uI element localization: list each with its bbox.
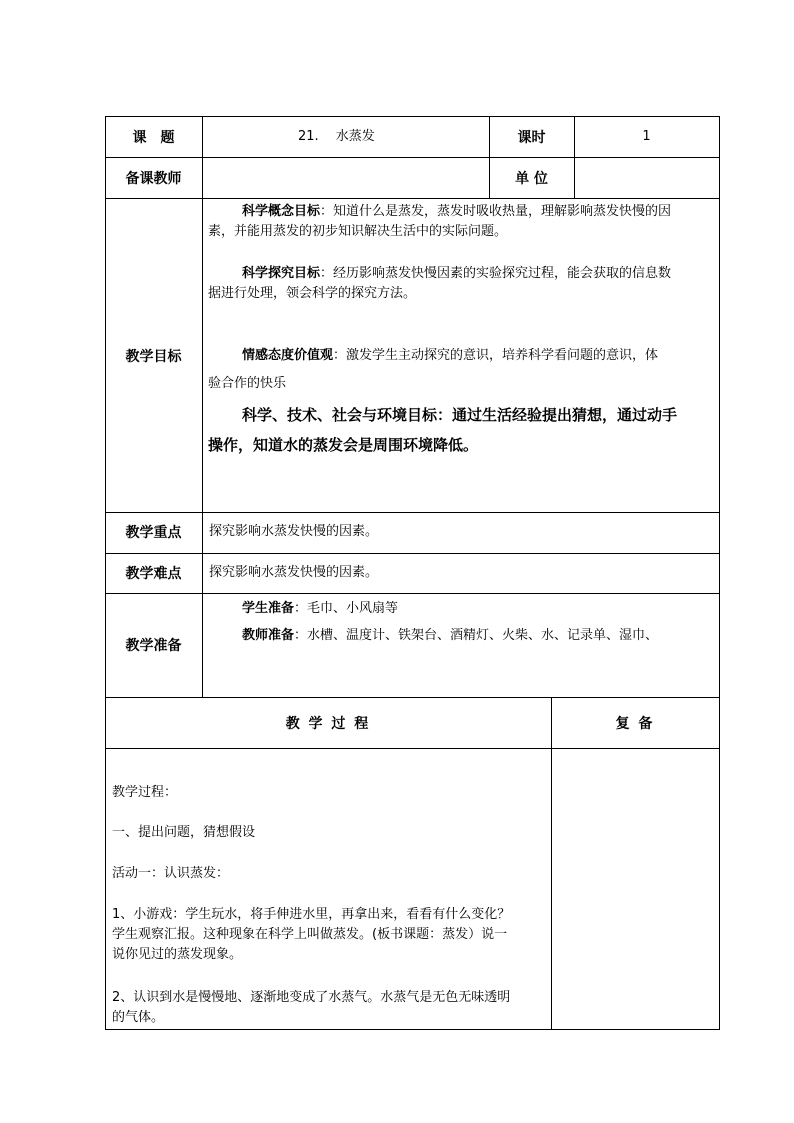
period-value: 1 <box>642 129 651 144</box>
attitude-objective: 情感态度价值观：激发学生主动探究的意识，培养科学看问题的意识，体 验合作的快乐 <box>208 342 716 398</box>
review-column-divider <box>551 697 552 1030</box>
inquiry-objective-title: 科学探究目标 <box>242 266 321 281</box>
row-divider <box>105 748 720 749</box>
table-border-top <box>105 116 720 117</box>
attitude-objective-text-cont: 验合作的快乐 <box>208 376 287 391</box>
label-column-divider <box>202 116 203 698</box>
row-divider <box>105 512 720 513</box>
teacher-label: 备课教师 <box>125 171 182 187</box>
attitude-objective-text: 激发学生主动探究的意识，培养科学看问题的意识，体 <box>346 348 659 363</box>
teacher-preparation-text: 水槽、温度计、铁架台、酒精灯、火柴、水、记录单、湿巾、 <box>307 628 659 643</box>
row-divider <box>105 157 720 158</box>
lesson-title: 21. 水蒸发 <box>298 129 375 144</box>
review-header: 复 备 <box>615 716 655 732</box>
student-preparation-title: 学生准备 <box>242 601 295 616</box>
concept-objective-text: 知道什么是蒸发，蒸发时吸收热量，理解影响蒸发快慢的因 <box>333 204 672 219</box>
activity-paragraph-1-line-2: 学生观察汇报。这种现象在科学上叫做蒸发。(板书课题：蒸发）说一 <box>112 927 508 942</box>
inquiry-objective-text-cont: 据进行处理，领会科学的探究方法。 <box>208 286 417 301</box>
concept-objective-text-cont: 素，并能用蒸发的初步知识解决生活中的实际问题。 <box>208 224 508 239</box>
period-label: 课时 <box>517 130 546 146</box>
preparation-label: 教学准备 <box>125 638 182 654</box>
student-preparation-text: 毛巾、小风扇等 <box>307 601 399 616</box>
inquiry-objective-text: 经历影响蒸发快慢因素的实验探究过程，能会获取的信息数 <box>333 266 672 281</box>
inquiry-objective: 科学探究目标：经历影响蒸发快慢因素的实验探究过程，能会获取的信息数 据进行处理，领会科学的探究方法。 <box>208 264 716 304</box>
row-divider <box>105 593 720 594</box>
table-border-right <box>719 116 720 1030</box>
activity-heading: 活动一：认识蒸发： <box>112 866 230 881</box>
student-preparation: 学生准备：毛巾、小风扇等 <box>242 601 399 616</box>
key-point-value: 探究影响水蒸发快慢的因素。 <box>209 524 379 539</box>
concept-objective: 科学概念目标：知道什么是蒸发，蒸发时吸收热量，理解影响蒸发快慢的因 素，并能用蒸发的初步知识解决生活中的实际问题。 <box>208 202 716 242</box>
attitude-objective-title: 情感态度价值观 <box>242 348 334 363</box>
process-intro: 教学过程： <box>112 785 178 800</box>
sts-objective <box>208 400 716 460</box>
activity-paragraph-1 <box>112 905 548 965</box>
activity-paragraph-1-line-1: 1、小游戏：学生玩水，将手伸进水里，再拿出来，看看有什么变化？ <box>112 907 511 922</box>
topic-label: 课 题 <box>132 130 175 146</box>
row-divider <box>105 198 720 199</box>
row-divider <box>105 553 720 554</box>
activity-paragraph-2 <box>112 988 548 1028</box>
difficulty-value: 探究影响水蒸发快慢的因素。 <box>209 565 379 580</box>
process-header: 教 学 过 程 <box>285 716 371 732</box>
teacher-preparation-title: 教师准备 <box>242 628 295 643</box>
unit-label: 单 位 <box>515 171 548 187</box>
row-divider <box>105 697 720 698</box>
activity-paragraph-1-line-3: 说你见过的蒸发现象。 <box>112 947 243 962</box>
sts-objective-line-1: 科学、技术、社会与环境目标：通过生活经验提出猜想，通过动手 <box>242 406 678 424</box>
teacher-preparation: 教师准备：水槽、温度计、铁架台、酒精灯、火柴、水、记录单、湿巾、 <box>242 628 659 643</box>
key-point-label: 教学重点 <box>125 525 182 541</box>
process-step-heading: 一、提出问题，猜想假设 <box>112 825 256 840</box>
difficulty-label: 教学难点 <box>125 566 182 582</box>
table-border-bottom <box>105 1029 720 1030</box>
objectives-label: 教学目标 <box>125 349 182 365</box>
sts-objective-line-2: 操作，知道水的蒸发会是周围环境降低。 <box>208 436 479 454</box>
activity-paragraph-2-line-2: 的气体。 <box>112 1010 165 1025</box>
concept-objective-title: 科学概念目标 <box>242 204 321 219</box>
activity-paragraph-2-line-1: 2、认识到水是慢慢地、逐渐地变成了水蒸气。水蒸气是无色无味透明 <box>112 990 511 1005</box>
